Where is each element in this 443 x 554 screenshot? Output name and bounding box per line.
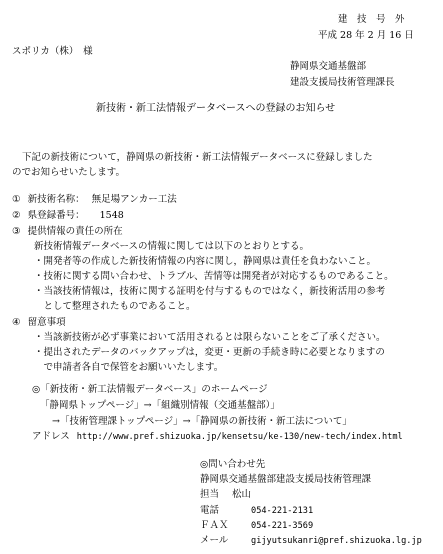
intro-line-2: のでお知らせいたします。 [12, 167, 125, 178]
notes-bullet: ・当該新技術が必ず事業において活用されるとは限らないことをご了承ください。 [34, 332, 386, 343]
issue-date: 平成 28 年 2 月 16 日 [318, 30, 414, 41]
homepage-address [32, 431, 403, 443]
tel-label: 電話 [200, 505, 220, 516]
item-label: 提供情報の責任の所在 [27, 226, 123, 237]
responsibility-bullet: ・技術に関する問い合わせ、トラブル、苦情等は開発者が対応するものであること。 [34, 271, 394, 282]
notes-bullet: で申請者各自で保管をお願いいたします。 [34, 362, 224, 373]
subject-title: 新技術・新工法情報データベースへの登録のお知らせ [96, 103, 336, 114]
contact-org: 静岡県交通基盤部建設支援局技術管理課 [200, 474, 372, 485]
responsibility-bullet: として整理されたものであること。 [34, 301, 196, 312]
item-label: 留意事項 [27, 317, 66, 328]
item-number: ① [12, 194, 21, 205]
homepage-title: ◎「新技術・新工法情報データベース」のホームページ [32, 384, 268, 395]
recipient: スポリカ（株） 様 [12, 46, 93, 57]
item-value: 1548 [99, 210, 124, 221]
contact-person [200, 489, 251, 501]
item-reg-no [12, 210, 124, 222]
homepage-url[interactable]: http://www.pref.shizuoka.jp/kensetsu/ke-130/new-tech/index.html [76, 432, 403, 442]
person-label: 担当 [200, 489, 220, 500]
item-label: 県登録番号： [27, 210, 85, 221]
responsibility-bullet: ・当該技術情報は，技術に関する証明を付与するものではなく，新技術活用の参考 [34, 286, 386, 297]
item-label: 新技術名称： [27, 194, 85, 205]
item-number: ④ [12, 317, 21, 328]
tel-value: 054-221-2131 [251, 506, 314, 516]
mail-label: メール [200, 535, 229, 546]
item-notes-title [12, 317, 66, 329]
address-label: アドレス [32, 431, 70, 442]
fax-value: 054-221-3569 [251, 521, 314, 531]
intro-line-1: 下記の新技術について，静岡県の新技術・新工法情報データベースに登録しました [22, 152, 373, 163]
contact-title: ◎問い合わせ先 [200, 459, 266, 470]
contact-tel [200, 505, 313, 517]
contact-fax [200, 520, 313, 532]
person-name: 松山 [232, 489, 252, 500]
responsibility-bullet: ・開発者等の作成した新技術情報の内容に関し，静岡県は責任を負わないこと。 [34, 256, 377, 267]
item-number: ③ [12, 226, 21, 237]
contact-mail [200, 535, 422, 547]
mail-value[interactable]: gijyutsukanri@pref.shizuoka.lg.jp [251, 536, 422, 546]
document-number: 建 技 号 外 [338, 14, 405, 25]
sender-org: 静岡県交通基盤部 [290, 61, 367, 72]
homepage-path-1: 「静岡県トップページ」→「組織別情報（交通基盤部）」 [40, 400, 280, 411]
item-responsibility-title [12, 226, 123, 238]
notes-bullet: ・提出されたデータのバックアップは，変更・更新の手続き時に必要となりますの [34, 347, 385, 358]
item-tech-name [12, 194, 177, 206]
fax-label: ＦＡＸ [200, 520, 229, 531]
sender-division: 建設支援局技術管理課長 [290, 77, 395, 88]
item-value: 無足場アンカー工法 [91, 194, 177, 205]
item-number: ② [12, 210, 21, 221]
responsibility-lead: 新技術情報データベースの情報に関しては以下のとおりとする。 [34, 241, 310, 252]
homepage-path-2: →「技術管理課トップページ」→「静岡県の新技術・新工法について」 [52, 416, 352, 427]
